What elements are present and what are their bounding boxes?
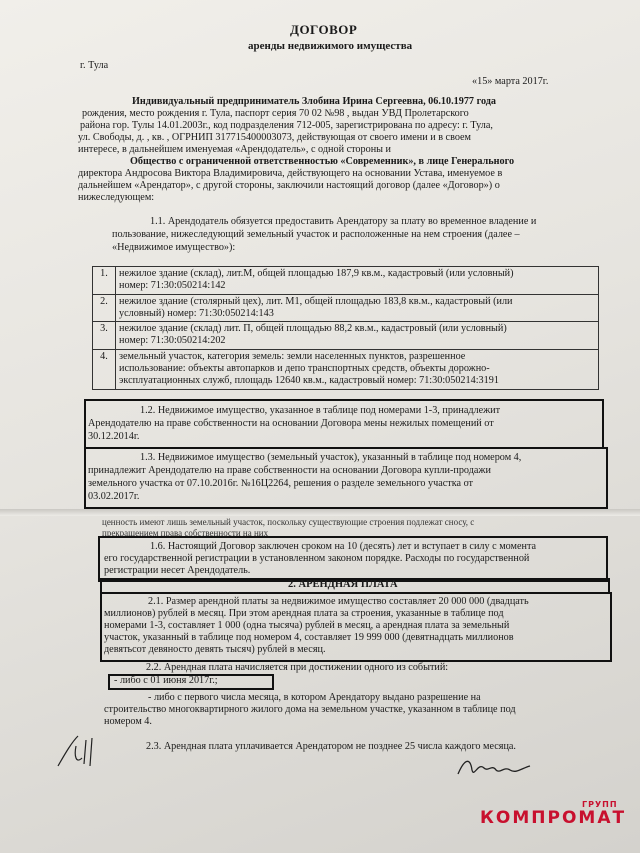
row-text: земельный участок, категория земель: земли населенных пунктов, разрешенное использование: объекты автопарков и депо транспортных средств, объекты дорожно- эксплуатационных служб, площадь 12640 кв.м., кадастровый номер: 71:30:050214:3191 — [116, 349, 599, 389]
signature-right — [456, 752, 536, 782]
row-text: нежилое здание (склад), лит.М, общей площадью 187,9 кв.м., кадастровый (или условный) номер: 71:30:050214:142 — [116, 267, 599, 295]
clause-2-1: участок, указанный в таблице под номером 4, составляет 19 999 000 (девятнадцать миллионов — [104, 632, 514, 643]
clause-2-1: девятьсот девяносто девять тысяч) рублей в месяц. — [104, 644, 326, 655]
clause-1-3: земельного участка от 07.10.2016г. №16Ц2264, решения о разделе земельного участка от — [88, 478, 474, 489]
clause-2-2b: номером 4. — [104, 716, 152, 727]
table-row — [93, 294, 599, 322]
clause-1-3: принадлежит Арендодателю на праве собственности на основании Договора купли-продажи — [88, 465, 491, 476]
cut-line — [0, 509, 640, 516]
table-row — [93, 322, 599, 350]
row-number: 3. — [93, 322, 116, 350]
intro-line: дальнейшем «Арендатор», с другой стороны, заключили настоящий договор (далее «Договор») о — [78, 180, 500, 191]
watermark-main: КОМПРОМАТ — [480, 808, 627, 828]
date: «15» марта 2017г. — [472, 76, 549, 87]
clause-cut-fragment: ценность имеют лишь земельный участок, поскольку существующие строения подлежат сносу, с — [102, 517, 475, 527]
clause-2-2: 2.2. Арендная плата начисляется при достижении одного из событий: — [146, 662, 449, 673]
table-row — [93, 267, 599, 295]
intro-line: нижеследующем: — [78, 192, 155, 203]
watermark-logo — [480, 800, 627, 828]
clause-2-2b: строительство многоквартирного жилого дома на земельном участке, указанном в таблице под — [104, 704, 516, 715]
doc-title: ДОГОВОР — [290, 22, 358, 37]
clause-2-1: миллионов) рублей в месяц. При этом арендная плата за строения, указанные в таблице под — [104, 608, 504, 619]
clause-1-6: его государственной регистрации в установленном законом порядке. Расходы по государственной — [104, 553, 530, 564]
clause-2-3: 2.3. Арендная плата уплачивается Арендатором не позднее 25 числа каждого месяца. — [146, 741, 516, 752]
intro-line: рождения, место рождения г. Тула, паспорт серия 70 02 №98 , выдан УВД Пролетарского — [82, 108, 469, 119]
intro-line: директора Андросова Виктора Владимировича, действующего на основании Устава, именуемое в — [78, 168, 503, 179]
clause-1-6: 1.6. Настоящий Договор заключен сроком на 10 (десять) лет и вступает в силу с момента — [150, 541, 537, 552]
intro-line: интересе, в дальнейшем именуемая «Арендодатель», с одной стороны и — [78, 144, 392, 155]
clause-1-6: регистрации несет Арендодатель. — [104, 565, 251, 576]
row-number: 2. — [93, 294, 116, 322]
row-number: 1. — [93, 267, 116, 295]
intro-line: ул. Свободы, д. , кв. , ОГРНИП 317715400003073, действующая от своего имени и в своем — [78, 132, 472, 143]
clause-1-1: пользование, нижеследующий земельный участок и расположенные на нем строения (далее – — [112, 229, 520, 240]
property-table — [92, 266, 599, 390]
signature-left — [52, 732, 112, 772]
table-row — [93, 349, 599, 389]
row-number: 4. — [93, 349, 116, 389]
intro-line: Общество с ограниченной ответственностью «Современник», в лице Генерального — [130, 156, 515, 167]
intro-line: района гор. Тулы 14.01.2003г., код подразделения 712-005, зарегистрирована по адресу: г. Тула, — [80, 120, 493, 131]
clause-1-1: «Недвижимое имущество»): — [112, 242, 236, 253]
clause-2-1: номерами 1-3, составляет 1 000 (одна тысяча) рублей в месяц, а арендная плата за земельный — [104, 620, 510, 631]
clause-1-3: 1.3. Недвижимое имущество (земельный участок), указанный в таблице под номером 4, — [140, 452, 522, 463]
clause-2-2a: - либо с 01 июня 2017г.; — [114, 675, 218, 686]
city: г. Тула — [80, 60, 109, 71]
clause-1-2: Арендодателю на праве собственности на основании Договора мены нежилых помещений от — [88, 418, 494, 429]
clause-1-2: 1.2. Недвижимое имущество, указанное в таблице под номерами 1-3, принадлежит — [140, 405, 501, 416]
watermark-small: ГРУПП — [582, 800, 618, 809]
row-text: нежилое здание (склад) лит. П, общей площадью 88,2 кв.м., кадастровый (или условный) номер: 71:30:050214:202 — [116, 322, 599, 350]
clause-cut-fragment: прекращением права собственности на них — [102, 528, 269, 538]
clause-1-1: 1.1. Арендодатель обязуется предоставить Арендатору за плату во временное владение и — [150, 216, 537, 227]
clause-1-3: 03.02.2017г. — [88, 491, 140, 502]
clause-2-1: 2.1. Размер арендной платы за недвижимое имущество составляет 20 000 000 (двадцать — [148, 596, 529, 607]
section-2-heading: 2. АРЕНДНАЯ ПЛАТА — [288, 579, 398, 590]
clause-1-2: 30.12.2014г. — [88, 431, 140, 442]
clause-2-2b: - либо с первого числа месяца, в котором Арендатору выдано разрешение на — [148, 692, 481, 703]
intro-line: Индивидуальный предприниматель Злобина Ирина Сергеевна, 06.10.1977 года — [132, 96, 496, 107]
doc-subtitle: аренды недвижимого имущества — [248, 40, 413, 52]
row-text: нежилое здание (столярный цех), лит. М1, общей площадью 183,8 кв.м., кадастровый (или условный) номер: 71:30:050214:143 — [116, 294, 599, 322]
